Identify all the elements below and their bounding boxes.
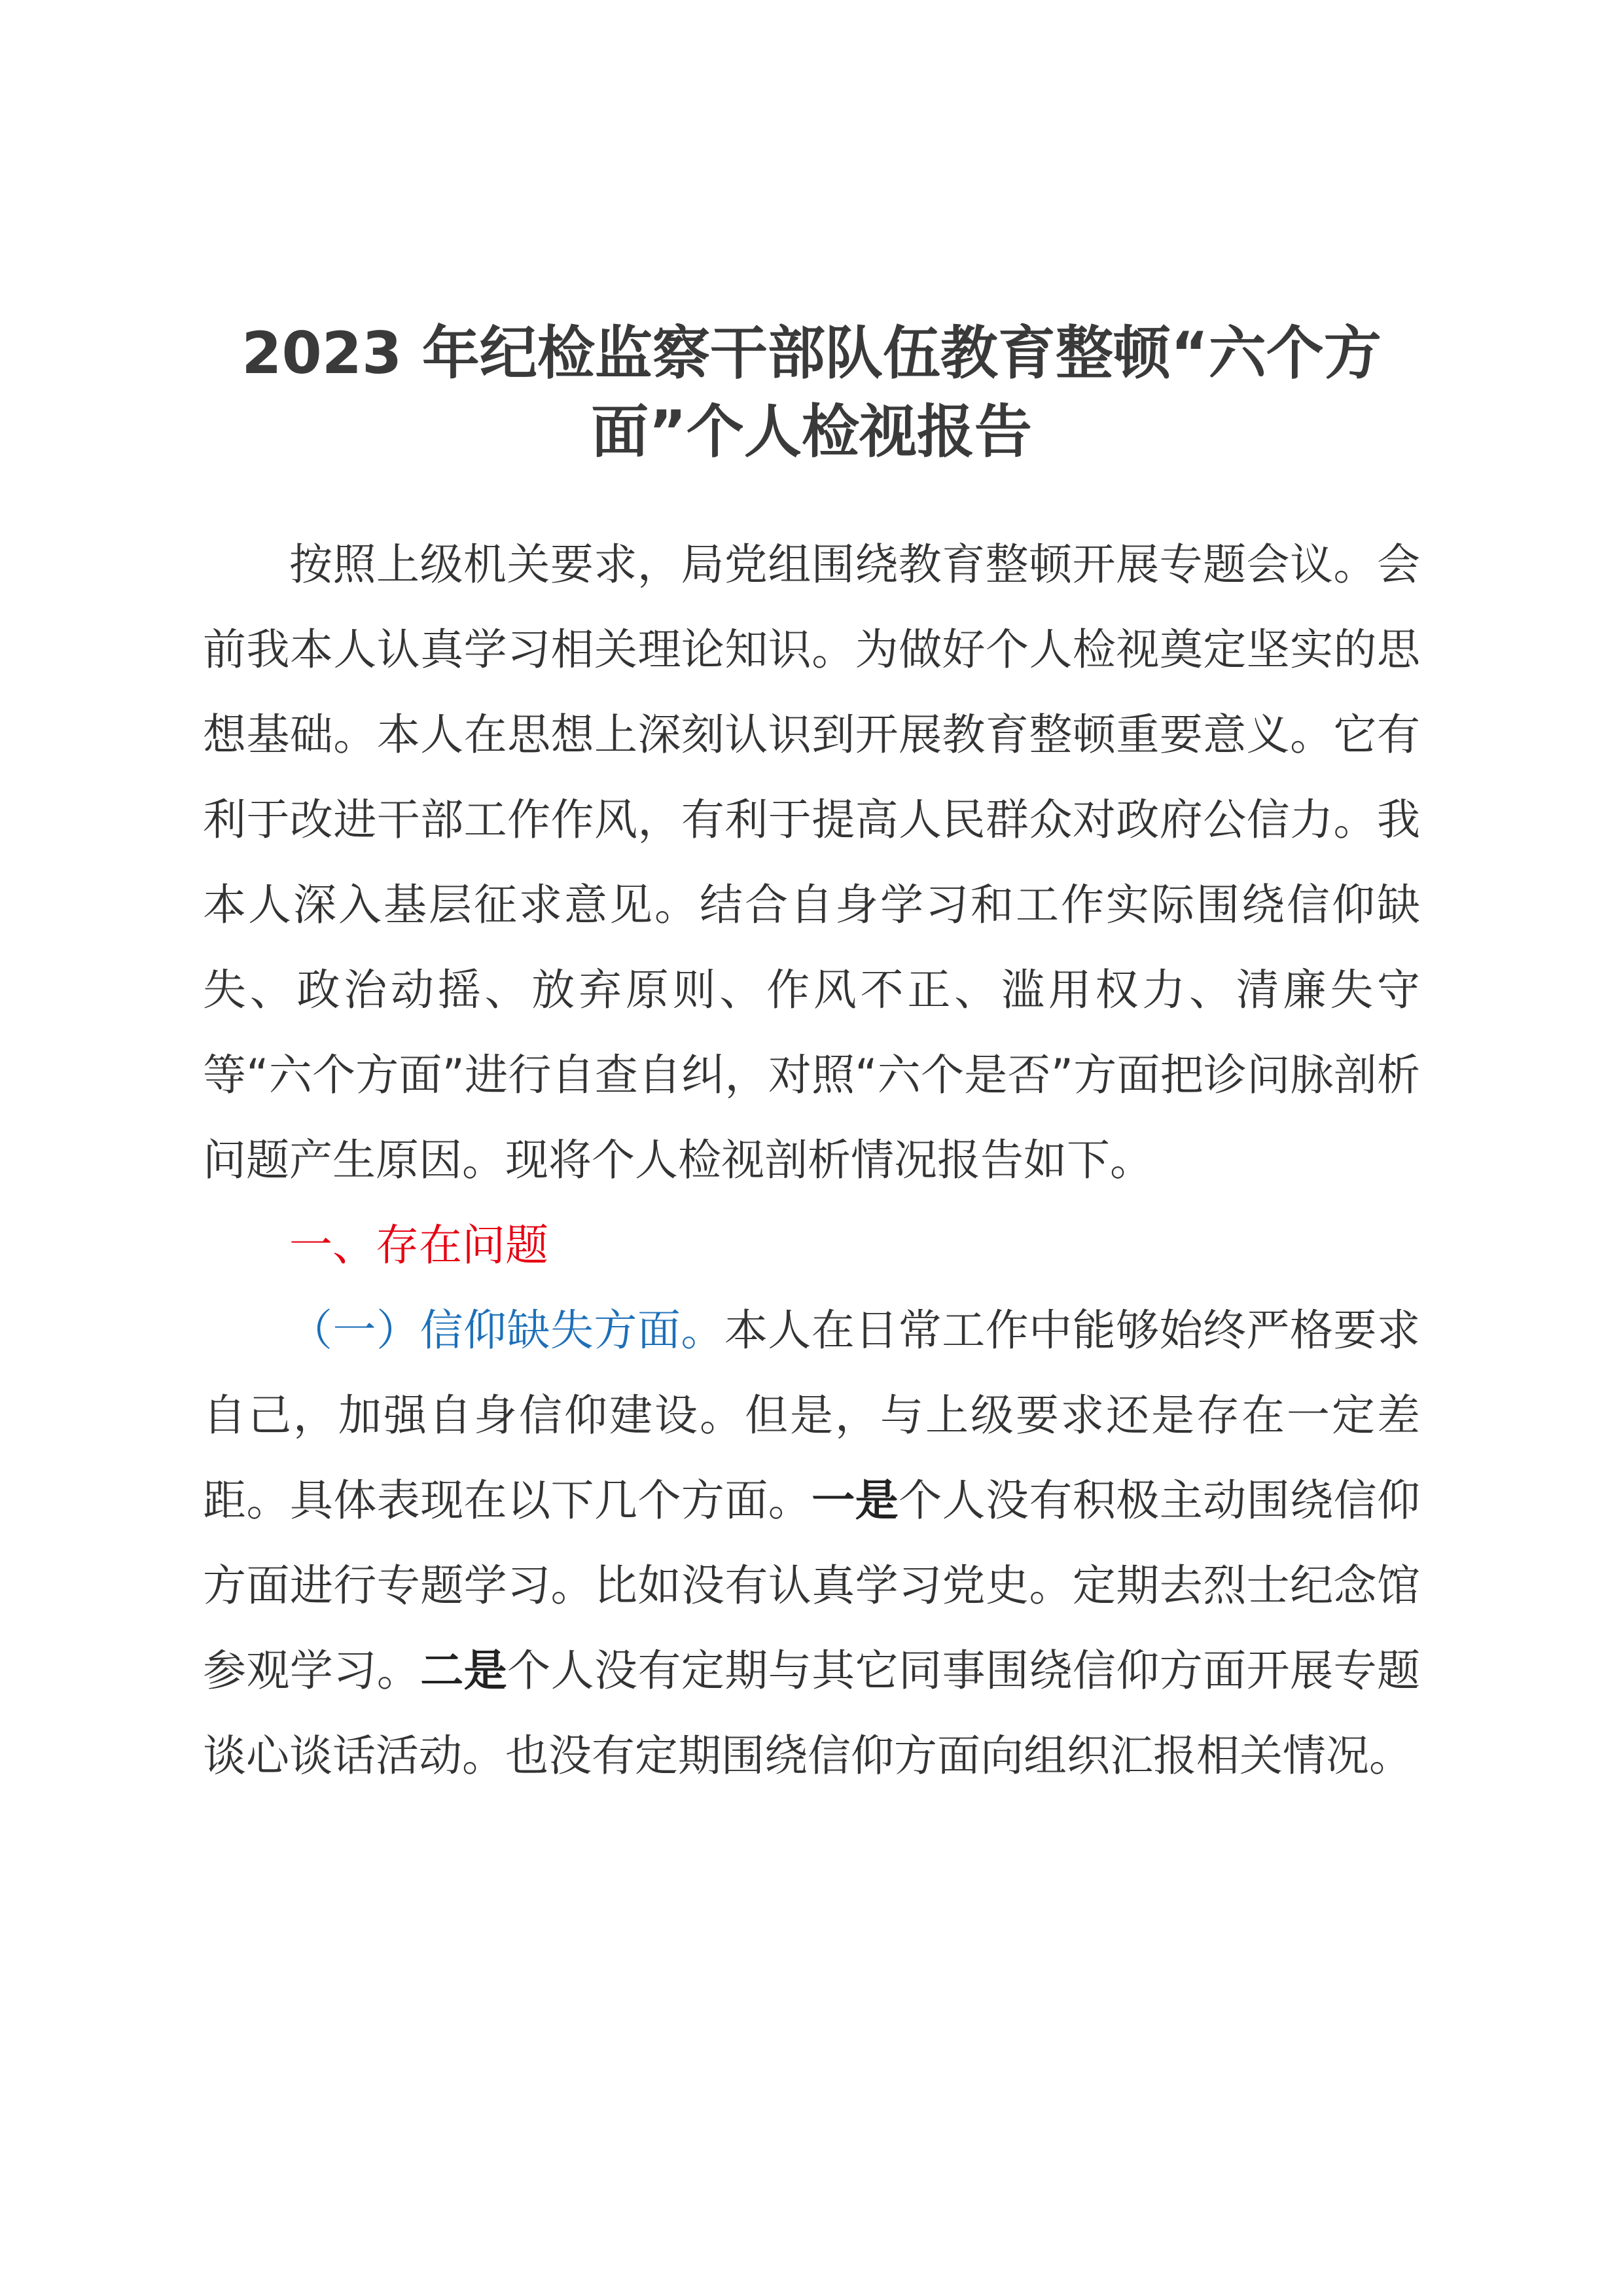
title-line-1: 2023 年纪检监察干部队伍教育整顿“六个方 [241, 319, 1382, 387]
subsection-heading-faith: （一）信仰缺失方面。 [289, 1305, 724, 1355]
section-heading-problems: 一、存在问题 [289, 1220, 548, 1270]
point-1-text: 个人没有积极主动围绕信仰方面进行专题学习。比如没有认真学习党史。定期去烈士纪念馆参观学习。 [203, 1475, 1421, 1696]
point-1-label: 一是 [812, 1475, 899, 1526]
intro-paragraph: 按照上级机关要求，局党组围绕教育整顿开展专题会议。会前我本人认真学习相关理论知识。为做好个人检视奠定坚实的思想基础。本人在思想上深刻认识到开展教育整顿重要意义。它有利于改进干部工作作风，有利于提高人民群众对政府公信力。我本人深入基层征求意见。结合自身学习和工作实际围绕信仰缺失、政治动摇、放弃原则、作风不正、滥用权力、清廉失守等“六个方面”进行自查自纠，对照“六个是否”方面把诊问脉剖析问题产生原因。现将个人检视剖析情况报告如下。 [203, 539, 1420, 1185]
point-2-text: 个人没有定期与其它同事围绕信仰方面开展专题谈心谈话活动。也没有定期围绕信仰方面向组织汇报相关情况。 [203, 1645, 1421, 1781]
document-title [203, 314, 1420, 471]
point-2-label: 二是 [420, 1645, 508, 1696]
subsection-text-a: 本人在日常工作中能够始终严格要求自己，加强自身信仰建设。但是，与上级要求还是存在一定差距。具体表现在以下几个方面。 [203, 1305, 1421, 1526]
subsection-faith-paragraph [203, 1288, 1420, 1799]
title-line-2: 面”个人检视报告 [591, 398, 1032, 465]
